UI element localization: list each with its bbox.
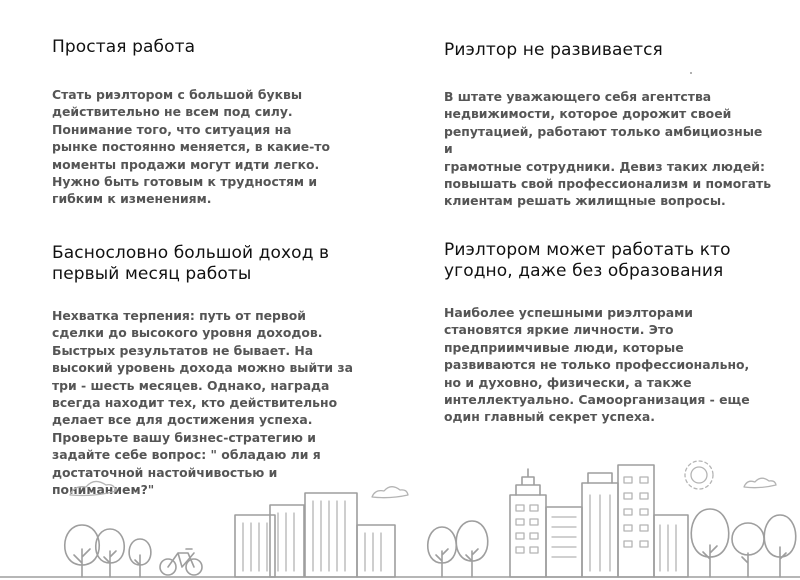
tree-icon: [764, 515, 796, 577]
tree-icon: [65, 525, 100, 577]
myth-text: Нехватка терпения: путь от первой сделки до высокого уровня доходов. Быстрых результатов не бывает. На высокий уровень дохода можно выйти за три - шесть месяцев. Однако, награда всегда находит тех, кто действительно делает все для достижения успеха. Проверьте вашу бизнес-стратегию и задайте себе вопрос: " обладаю ли я достаточной настойчивостью и пониманием?": [52, 308, 353, 498]
myth-block-no-education: [444, 240, 774, 426]
cloud-icon: [372, 487, 408, 498]
building-icon: [357, 525, 395, 577]
myth-title: Простая работа: [52, 37, 196, 57]
bicycle-icon: [160, 549, 202, 575]
myth-title: Риэлтор не развивается: [444, 40, 663, 60]
cloud-icon: [744, 478, 776, 487]
building-icon: [510, 469, 546, 577]
myth-block-simple-work: [52, 37, 382, 208]
sun-icon: [685, 461, 713, 489]
building-icon: [546, 507, 582, 577]
building-icon: [582, 473, 618, 577]
building-icon: [305, 493, 357, 577]
myth-block-no-growth: [444, 40, 774, 210]
myth-title: Риэлтором может работать кто угодно, даже без образования: [444, 240, 731, 281]
cloud-icon: [70, 481, 116, 495]
building-icon: [618, 465, 654, 577]
tree-icon: [456, 521, 488, 577]
city-skyline-icon: [0, 455, 800, 580]
tree-icon: [96, 529, 125, 577]
stray-dot: [690, 72, 692, 74]
tree-icon: [428, 527, 457, 577]
tree-icon: [732, 523, 764, 577]
myth-title: Баснословно большой доход в первый месяц работы: [52, 243, 330, 284]
myth-text: Наиболее успешными риэлторами становятся яркие личности. Это предприимчивые люди, которые развиваются не только профессионально, но и духовно, физически, а также интеллектуально. Самоорганизация - еще один главный секрет успеха.: [444, 305, 750, 425]
myth-text: Стать риэлтором с большой буквы действительно не всем под силу. Понимание того, что ситуация на рынке постоянно меняется, в какие-то моменты продажи могут идти легко. Нужно быть готовым к трудностям и гибким к изменениям.: [52, 87, 330, 207]
building-icon: [235, 515, 275, 577]
tree-icon: [691, 509, 729, 577]
tree-icon: [129, 539, 151, 577]
building-icon: [654, 515, 688, 577]
myth-text: В штате уважающего себя агентства недвижимости, которое дорожит своей репутацией, работают только амбициозные и грамотные сотрудники. Девиз таких людей: повышать свой профессионализм и помогать клиентам решать жилищные вопросы.: [444, 89, 772, 209]
